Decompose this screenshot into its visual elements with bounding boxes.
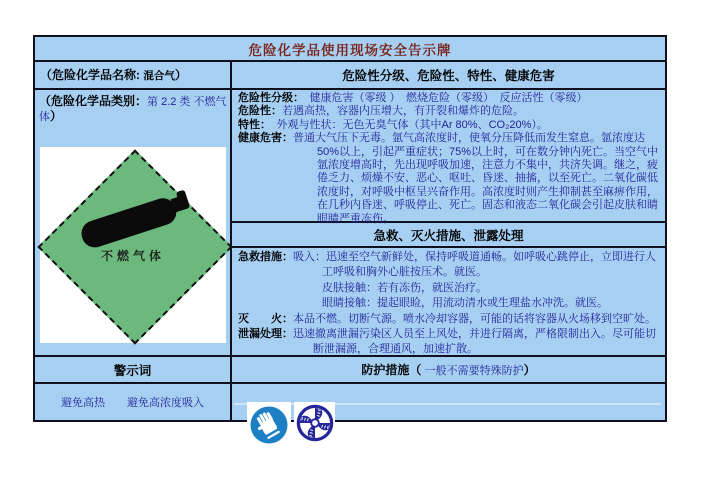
chemical-name-cell bbox=[35, 62, 232, 90]
hazard-risk-line bbox=[238, 105, 660, 118]
hazard-risk-label: 危险性： bbox=[238, 105, 282, 118]
gas-cylinder-icon bbox=[40, 147, 226, 343]
chemical-category-suffix: ） bbox=[50, 109, 63, 123]
wear-protective-gloves-icon bbox=[247, 402, 291, 447]
health-hazard-paragraph bbox=[238, 132, 660, 226]
hazard-header: 危险性分级、危险性、特性、健康危害 bbox=[342, 69, 555, 83]
protection-open-paren: （ bbox=[409, 363, 425, 377]
notice-table bbox=[33, 35, 667, 422]
fire-fighting-text: 本品不燃。切断气源。喷水冷却容器，可能的话将容器从火场移到空旷处。 bbox=[293, 312, 656, 325]
first-aid-header-cell bbox=[232, 223, 665, 248]
warning-word-label: 警示词 bbox=[113, 363, 152, 378]
protection-note: 一般不需要特殊防护 bbox=[424, 365, 524, 377]
hazard-property-label: 特性： bbox=[238, 118, 266, 131]
chemical-category-prefix: （危险化学品类别： bbox=[39, 94, 148, 108]
hazard-label-image bbox=[40, 147, 226, 343]
first-aid-eye-text: 眼睛接触：提起眼睑，用流动清水或生理盐水冲洗。就医。 bbox=[322, 297, 608, 310]
first-aid-text-cell bbox=[232, 248, 665, 357]
hazard-property-text: 外观与性状：无色无臭气体（其中Ar 80%、CO₂20%）。 bbox=[265, 118, 548, 131]
category-and-label-cell bbox=[35, 90, 232, 357]
chemical-name-prefix: （危险化学品名称: bbox=[40, 68, 144, 82]
first-aid-eye-line bbox=[238, 296, 660, 311]
page-title: 危险化学品使用现场安全告示牌 bbox=[248, 42, 452, 58]
chemical-name-line bbox=[35, 62, 230, 89]
hazard-risk-text: 若遇高热，容器内压增大，有开裂和爆炸的危险。 bbox=[282, 105, 524, 118]
leak-handling-text: 迅速撤离泄漏污染区人员至上风处，并进行隔离，严格限制出入。尽可能切断泄漏源，合理通风，加速扩散。 bbox=[293, 328, 656, 356]
chemical-name-value: 混合气 bbox=[143, 70, 175, 82]
hazard-property-line bbox=[238, 119, 660, 132]
hazard-text-cell bbox=[232, 90, 665, 223]
ventilation-fan-icon bbox=[294, 402, 335, 444]
hazard-header-cell bbox=[232, 62, 665, 90]
health-hazard-label: 健康危害： bbox=[238, 132, 293, 145]
title-row bbox=[35, 37, 665, 62]
hazard-grading-line bbox=[238, 92, 660, 105]
protection-close-paren: ） bbox=[523, 363, 536, 377]
health-hazard-text: 普通大气压下无毒。氩气高浓度时，使氧分压降低而发生窒息。氩浓度达 50%以上，引起严重症状；75%以上时，可在数分钟内死亡。当空气中氩浓度增高时，先出现呼吸加速，注意力不集中，共济失调。继之，疲倦乏力、烦燥不安、恶心、呕吐、昏迷、抽搐，以至死亡。二氧化碳低浓度时，对呼吸中枢呈兴奋作用。高浓度时则产生抑制甚至麻痹作用，在几秒内昏迷、呼吸停止、死亡。固态和液态二氧化碳会引起皮肤和睛眼睛严重冻伤。 bbox=[293, 132, 659, 225]
chemical-name-suffix: ） bbox=[174, 68, 187, 82]
warning-word-cell bbox=[35, 357, 232, 384]
first-aid-skin-line bbox=[238, 281, 660, 296]
hazard-grading-label: 危险性分级： bbox=[238, 92, 299, 104]
fire-fighting-line bbox=[238, 312, 660, 327]
fire-fighting-label: 灭 火： bbox=[238, 312, 293, 325]
protection-cell bbox=[232, 357, 665, 384]
avoidance-text: 避免高热 避免高浓度吸入 bbox=[61, 397, 204, 409]
chemical-category-line bbox=[35, 90, 230, 124]
diamond-label: 不燃气体 bbox=[100, 249, 165, 263]
chemical-category-value: 第 2.2 类 不燃气体 bbox=[39, 96, 227, 123]
leak-handling-paragraph bbox=[238, 327, 660, 358]
first-aid-inhale-text: 吸入：迅速至空气新鲜处，保持呼吸道通畅。如呼吸心跳停止，立即进行人工呼吸和胸外心脏按压术。就医。 bbox=[293, 251, 656, 279]
leak-handling-label: 泄漏处理： bbox=[238, 328, 293, 341]
first-aid-header: 急救、灭火措施、泄露处理 bbox=[373, 228, 524, 243]
first-aid-label: 急救措施： bbox=[238, 251, 293, 263]
protection-line bbox=[361, 361, 535, 378]
avoidance-cell bbox=[35, 384, 232, 420]
protection-label: 防护措施 bbox=[361, 363, 410, 377]
hazard-grading-text: 健康危害（零级 ） 燃烧危险（零级） 反应活性（零级） bbox=[298, 92, 588, 104]
first-aid-skin-text: 皮肤接触：若有冻伤，就医治疗。 bbox=[322, 281, 487, 294]
first-aid-inhale-paragraph bbox=[238, 250, 660, 281]
